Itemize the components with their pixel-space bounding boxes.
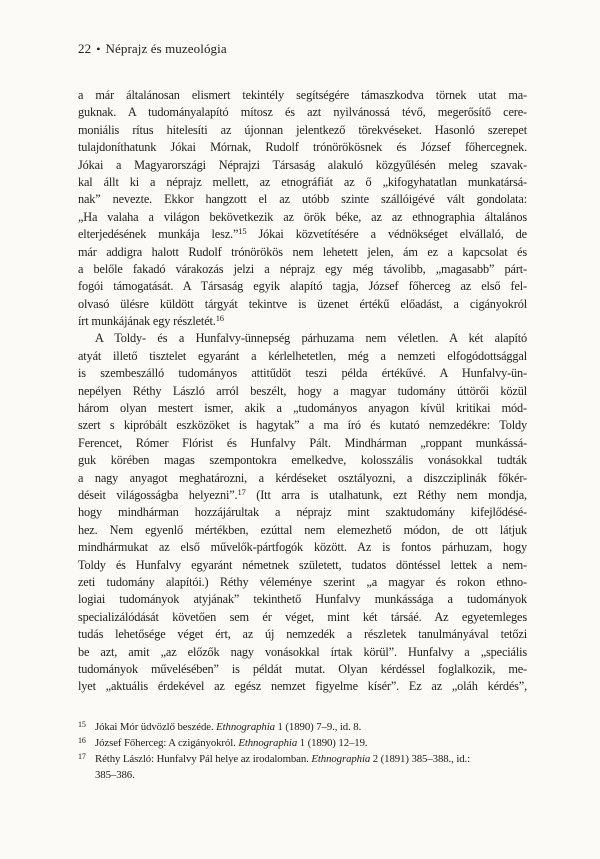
chapter-title: Néprajz és muzeológia — [105, 41, 227, 56]
text-line: is szembeszálló tudományos attitűdöt teszi példa értékűvé. A Hunfalvy-ün- — [78, 366, 527, 381]
footnotes — [78, 719, 527, 783]
text-line: elterjedésének munkája lesz.”$^{15}$ Jókai közvetítésére a védnökséget elvállaló, de — [78, 226, 527, 242]
text-line: olvasó ülésre küldött tárgyát tekintve is üzenet értékű előadást, a cigányokról — [78, 296, 527, 311]
text-line: hez. Nem egyenlő mértékben, ezúttal nem elemezhető módon, de ott látjuk — [78, 522, 527, 537]
page-number: 22 — [78, 41, 92, 56]
text-line: déseit világosságba helyezni”.$^{17}$ (Itt arra is utalhatunk, ezt Réthy nem mondja, — [78, 486, 527, 502]
text-line: „Ha valaha a világon bekövetkezik az örök béke, az az ethnographia általános — [78, 209, 527, 224]
text-line: Jókai a Magyarországi Néprajzi Társaság alakuló közgyűlésén meleg szavak- — [78, 157, 527, 172]
body-text — [78, 87, 527, 696]
footnote — [78, 719, 527, 735]
text-line: nak” nevezte. Ekkor hangzott el az utóbb szinte szállóigévé vált gondolata: — [78, 192, 527, 207]
text-line: kal állt ki a néprajz mellett, az etnográfiát az ő „kifogyhatatlan munkatársá- — [78, 174, 527, 189]
text-line: a nagy anyagot meghatározni, a kérdéseket osztályozni, a diszcziplinák főkér- — [78, 470, 527, 485]
header-separator-bullet: • — [96, 42, 101, 56]
text-line: A Toldy- és a Hunfalvy-ünnepség párhuzama nem véletlen. A két alapító — [95, 331, 527, 346]
text-line: moniális rítus hitelesíti az újonnan jelentkező törekvéseket. Hasonló szerepet — [78, 122, 527, 137]
text-line: specializálódását követően sem ér véget, mint két társáé. Az egyetemleges — [78, 609, 527, 624]
text-line: be azt, amit „az előzők nagy vonásokkal írtak körül”. Hunfalvy a „speciális — [78, 644, 527, 659]
text-line: tudás lehetősége véget ért, az új nemzedék a részletek tanulmányával tetőzi — [78, 627, 527, 642]
text-line: mindhármukat az első művelők-pártfogók között. Az is fontos párhuzam, hogy — [78, 540, 527, 555]
text-line: három olyan mestert ismer, akik a „tudományos anyagon kívül kritikai mód- — [78, 401, 527, 416]
text-line: lyet „aktuális érdekével az egész nemzet figyelme kísér”. Ez az „oláh kérdés”, — [78, 679, 527, 694]
text-line: szert s kipróbált eszközöket is hagytak” a ma író és kutató nemzedékre: Toldy — [78, 418, 527, 433]
text-line: Ferencet, Rómer Flórist és Hunfalvy Pált. Mindhárman „roppant munkássá- — [78, 435, 527, 450]
footnote-line: $^{16}$ József Főherceg: A czigányokról. Ethnographia 1 (1890) 12–19. — [78, 735, 368, 749]
text-line: a belőle fakadó várakozás jelzi a néprajz egy még távolibb, „magasabb” párt- — [78, 261, 527, 276]
text-line: írt munkájának egy részletét.$^{16}$ — [78, 313, 224, 329]
text-line: a már általánosan elismert tekintély segítségére támaszkodva törnek utat ma- — [78, 88, 527, 102]
text-line: atyát illető tisztelet egyaránt a kérlelhetetlen, még a nemzeti elfogódottsággal — [78, 348, 527, 363]
text-line: tulajdoníthatunk Jókai Mórnak, Rudolf trónörökösnek és József főhercegnek. — [78, 140, 527, 155]
footnote-line: 385–386. — [95, 768, 135, 781]
text-line: guk körében magas szempontokra emelkedve, kolosszális vonásokkal tudták — [78, 453, 527, 468]
footnote-line: $^{17}$ Réthy László: Hunfalvy Pál helye az irodalomban. Ethnographia 2 (1891) 385–388., id.: — [78, 751, 471, 765]
text-line: nepélyen Réthy László arról beszélt, hogy a magyar tudomány úttörői közül — [78, 383, 527, 398]
text-column — [78, 40, 527, 783]
text-line: zeti tudomány alapítói.) Réthy véleménye szerint „a magyar és rokon ethno- — [78, 574, 527, 589]
text-line: tudományok művelésében” is példát mutat. Olyan kérdéssel foglalkozik, me- — [78, 661, 527, 676]
text-line: hogy mindhárman hozzájárultak a néprajz mint szaktudomány kifejlődésé- — [78, 505, 527, 520]
running-header — [78, 40, 527, 58]
text-line: fogói támogatását. A Társaság egyik alapító tagja, József főherceg az első fel- — [78, 279, 527, 294]
text-line: guknak. A tudományalapító mítosz és azt nyilvánossá tévő, megerősítő cere- — [78, 105, 527, 120]
text-line: Toldy és Hunfalvy egyaránt németnek született, tudatos döntéssel lettek a nem- — [78, 557, 527, 572]
text-line: logiai tudományok atyjának” tekinthető Hunfalvy munkássága a tudományok — [78, 592, 527, 607]
footnote-line: $^{15}$ Jókai Mór üdvözlő beszéde. Ethnographia 1 (1890) 7–9., id. 8. — [78, 719, 362, 733]
text-line: már addigra halott Rudolf trónörökös nem lehetett jelen, ám ez a kapcsolat és — [78, 244, 527, 259]
footnote — [78, 735, 527, 751]
footnote — [78, 751, 527, 783]
